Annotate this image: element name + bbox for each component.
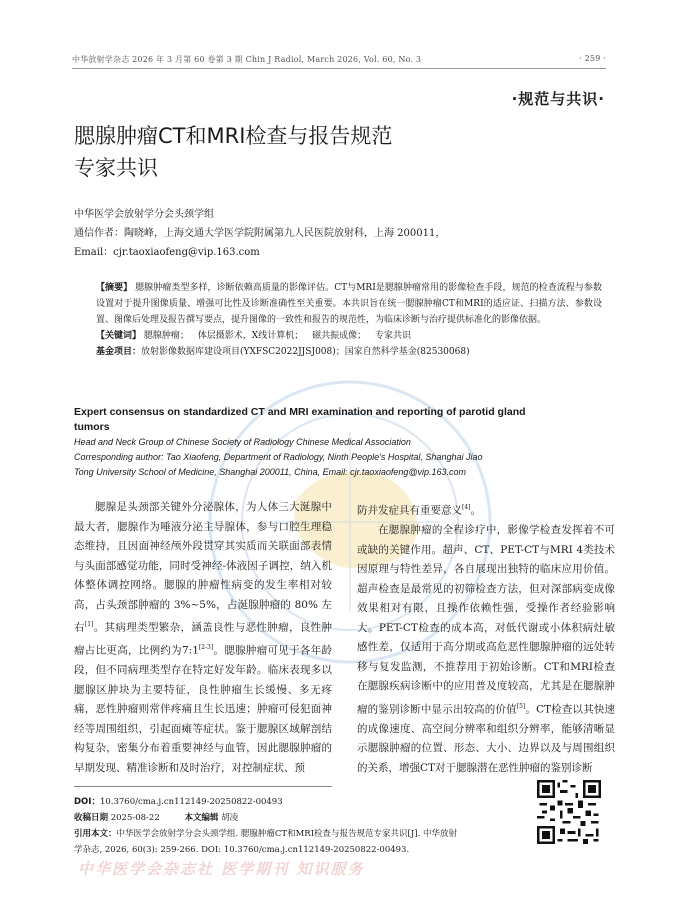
english-group: Head and Neck Group of Chinese Society of Radiology Chinese Medical Association [74, 437, 411, 447]
header-rule [72, 68, 606, 69]
keyword: 磁共振成像； [312, 331, 367, 341]
body-column-right [357, 498, 615, 778]
cite-label: 引用本文： [74, 829, 117, 839]
abstract-text: 腮腺肿瘤类型多样，诊断依赖高质量的影像评估。CT与MRI是腮腺肿瘤常用的影像检查手段，规范的检查流程与参数设置对于提升图像质量、增强可比性及诊断准确性至关重要。本共识旨在统一腮腺肿瘤CT和MRI的适应证、扫描方法、参数设置、图像后处理及报告撰写要点，提升图像的一致性和报告的规范性，为临床诊断与治疗提供标准化的影像依据。 [96, 283, 602, 325]
article-title-line2: 专家共识 [74, 156, 158, 180]
english-corresponding-line1: Corresponding author: Tao Xiaofeng, Department of Radiology, Ninth People's Hospital, Shanghai Jiao [74, 452, 483, 462]
body-text: 。其病理类型繁杂，涵盖良性与恶性肿瘤，良性肿瘤占比更高，比例约为7:1 [74, 621, 333, 657]
keywords-label: 【关键词】 [96, 331, 142, 341]
body-text: 。腮腺肿瘤可见于各年龄段，但不同病理类型存在特定好发年龄。临床表现多以腮腺区肿块为主要特征，良性肿瘤生长缓慢、多无疼痛，恶性肿瘤则常伴疼痛且生长迅速；肿瘤可侵犯面神经等周围组织，引起面瘫等症状。鉴于腮腺区域解剖结构复杂，密集分布着重要神经与血管，因此腮腺肿瘤的早期发现、精准诊断和及时治疗，对控制症状、预 [74, 644, 332, 774]
body-text: 。CT检查以其快速的成像速度、高空间分辨率和组织分辨率，能够清晰显示腮腺肿瘤的位置、形态、大小、边界以及与周围组织的关系，增强CT对于腮腺潜在恶性肿瘤的鉴别诊断 [357, 703, 616, 774]
citation[interactable]: [5] [516, 702, 526, 710]
keyword: 专家共识 [374, 331, 411, 341]
editor-label: 本文编辑 [184, 813, 219, 823]
editor-name: 胡凌 [221, 813, 239, 823]
funding-text: 放射影像数据库建设项目(YXFSC2022JJSJ008)；国家自然科学基金(82530068) [141, 347, 470, 357]
english-title-line2: tumors [74, 421, 110, 433]
author-email[interactable]: Email：cjr.taoxiaofeng@vip.163.com [74, 247, 260, 258]
author-group: 中华医学会放射学分会头颈学组 [74, 209, 214, 220]
body-column-left [74, 498, 332, 778]
citation-line2: 学杂志, 2026, 60(3): 259-266. DOI: 10.3760/cma.j.cn112149-20250822-00493. [74, 845, 410, 855]
keyword: 体层摄影术，X线计算机； [197, 331, 304, 341]
english-corresponding-line2: Tong University School of Medicine, Shanghai 200011, China, Email: cjr.taoxiaofeng@vip.163.com [74, 467, 467, 477]
received-line [74, 810, 524, 826]
doi-value[interactable]: 10.3760/cma.j.cn112149-20250822-00493 [99, 797, 283, 807]
author-block [74, 205, 614, 262]
funding-label: 基金项目： [96, 347, 142, 357]
article-title-line1: 腮腺肿瘤CT和MRI检查与报告规范 [74, 124, 393, 148]
body-text: 防并发症具有重要意义 [357, 504, 462, 517]
qr-code-icon[interactable] [537, 780, 601, 844]
running-header-journal: 中华放射学杂志 2026 年 3 月第 60 卷第 3 期 Chin J Radiol, March 2026, Vol. 60, No. 3 [72, 55, 422, 64]
body-text: 在腮腺肿瘤的全程诊疗中，影像学检查发挥着不可或缺的关键作用。超声、CT、PET-CT与MRI 4类技术因原理与特性差异，各自展现出独特的临床应用价值。超声检查是最常见的初筛检查方法，但对深部病变成像效果相对有限，且操作依赖性强，受操作者经验影响大。PET-CT检查的成本高，对低代谢或小体积病灶敏感性差，仅适用于高分期或高危恶性腮腺肿瘤的远处转移与复发监测，不推荐用于初始诊断。CT和MRI检查在腮腺疾病诊断中的应用普及度较高，尤其是在腮腺肿瘤的鉴别诊断中显示出较高的价值 [357, 524, 615, 715]
publisher-logo-watermark: 中华医学会杂志社 医学期刊 知识服务 [78, 860, 365, 878]
body-text: 腮腺是头颈部关键外分泌腺体，为人体三大涎腺中最大者，腮腺作为唾液分泌主导腺体，参与口腔生理稳态维持，且因面神经颅外段贯穿其实质而关联面部表情与头面部感觉功能，同时受神经-体液因子调控，纳入机体整体调控网络。腮腺的肿瘤性病变的发生率相对较高，占头颈部肿瘤的 3%~5%，占涎腺肿瘤的 80% 左右 [74, 501, 332, 634]
article-title [74, 120, 534, 184]
body-paragraph [357, 521, 615, 778]
abstract-block [96, 280, 602, 360]
body-paragraph [74, 498, 332, 778]
doi-line [74, 794, 524, 810]
section-tag: ·规范与共识· [511, 90, 605, 108]
body-paragraph [357, 498, 615, 521]
abstract-label: 【摘要】 [96, 283, 133, 293]
citation[interactable]: [4] [462, 504, 471, 511]
doi-label: DOI： [74, 797, 100, 807]
citation-line1 [74, 826, 524, 842]
citation[interactable]: [2-3] [198, 644, 214, 651]
article-footer-info [74, 794, 524, 858]
body-text: 。 [470, 504, 481, 517]
english-title-line1: Expert consensus on standardized CT and MRI examination and reporting of parotid gland [74, 406, 526, 418]
english-abstract-header [74, 405, 608, 480]
footer-rule [74, 786, 332, 787]
citation[interactable]: [1] [84, 621, 94, 628]
received-label: 收稿日期 [74, 813, 109, 823]
running-header [72, 54, 606, 65]
page-number: · 259 · [579, 54, 606, 63]
corresponding-author: 通信作者：陶晓峰，上海交通大学医学院附属第九人民医院放射科，上海 200011， [74, 228, 446, 239]
received-date: 2025-08-22 [110, 813, 160, 823]
keyword: 腮腺肿瘤； [143, 331, 189, 341]
funding-line [96, 344, 602, 360]
keywords-line [96, 328, 602, 344]
cite-text: 中华医学会放射学分会头颈学组. 腮腺肿瘤CT和MRI检查与报告规范专家共识[J]. 中华放射 [116, 829, 458, 839]
abstract-paragraph [96, 280, 602, 328]
